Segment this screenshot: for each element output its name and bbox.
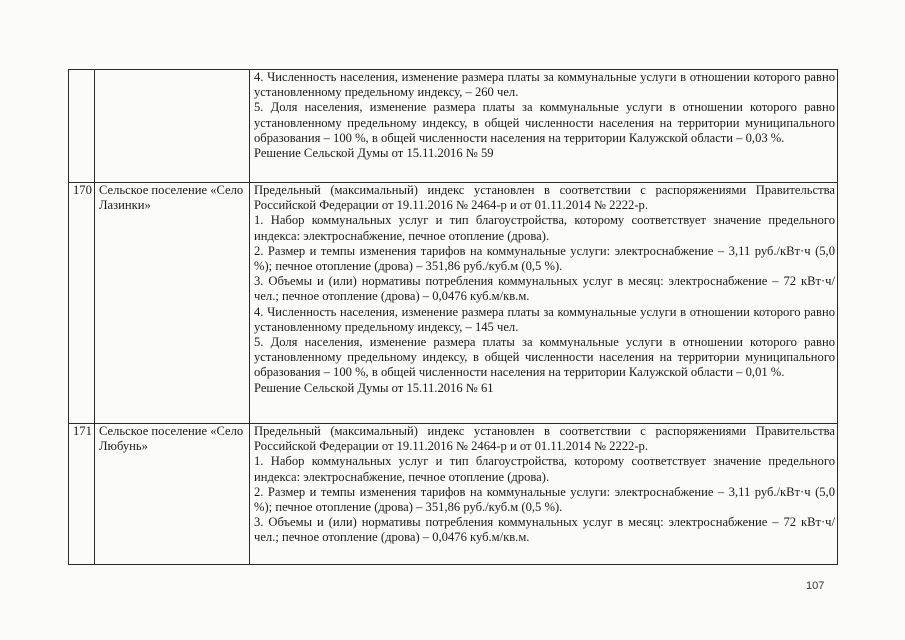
paragraph: 3. Объемы и (или) нормативы потребления коммунальных услуг в месяц: электроснабжение – 72 кВт·ч/чел.; печное отопление (дрова) – 0,0476 куб.м/кв.м. [254,274,835,304]
decision-reference: Решение Сельской Думы от 15.11.2016 № 61 [254,380,494,395]
paragraph: 1. Набор коммунальных услуг и тип благоустройства, которому соответствует значение предельного индекса: электроснабжение, печное отопление (дрова). [254,454,835,484]
paragraph: 5. Доля населения, изменение размера платы за коммунальные услуги в отношении которого равно установленному предельному индексу, в общей численности населения на территории муниципального образования – 100 %, в общей численности населения на территории Калужской области – 0,01 %. [254,335,835,380]
paragraph: 4. Численность населения, изменение размера платы за коммунальные услуги в отношении которого равно установленному предельному индексу, – 260 чел. [254,70,835,100]
paragraph: 3. Объемы и (или) нормативы потребления коммунальных услуг в месяц: электроснабжение – 72 кВт·ч/чел.; печное отопление (дрова) – 0,0476 куб.м/кв.м. [254,515,835,545]
table-row [69,70,838,183]
index-details-cell [250,70,838,183]
table-row [69,183,838,424]
paragraph: 5. Доля населения, изменение размера платы за коммунальные услуги в отношении которого равно установленному предельному индексу, в общей численности населения на территории муниципального образования – 100 %, в общей численности населения на территории Калужской области – 0,03 %. [254,100,835,145]
paragraph: 2. Размер и темпы изменения тарифов на коммунальные услуги: электроснабжение – 3,11 руб./кВт·ч (5,0 %); печное отопление (дрова) – 351,86 руб./куб.м (0,5 %). [254,484,835,515]
row-number-cell: 171 [69,424,95,565]
settlement-name-cell [95,70,250,183]
paragraph: 2. Размер и темпы изменения тарифов на коммунальные услуги: электроснабжение – 3,11 руб./кВт·ч (5,0 %); печное отопление (дрова) – 351,86 руб./куб.м (0,5 %). [254,243,835,274]
index-details-cell [250,183,838,424]
settlement-name-cell: Сельское поселение «Село Лазинки» [95,183,250,424]
paragraph: Предельный (максимальный) индекс установлен в соответствии с распоряжениями Правительства Российской Федерации от 19.11.2016 № 2464-р и от 01.11.2014 № 2222-р. [254,424,835,454]
table-row [69,424,838,565]
row-number-cell [69,70,95,183]
page-number: 107 [806,580,825,592]
settlement-name-cell: Сельское поселение «Село Любунь» [95,424,250,565]
row-number-cell: 170 [69,183,95,424]
paragraph: Предельный (максимальный) индекс установлен в соответствии с распоряжениями Правительства Российской Федерации от 19.11.2016 № 2464-р и от 01.11.2014 № 2222-р. [254,183,835,213]
paragraph: 1. Набор коммунальных услуг и тип благоустройства, которому соответствует значение предельного индекса: электроснабжение, печное отопление (дрова). [254,213,835,243]
paragraph: 4. Численность населения, изменение размера платы за коммунальные услуги в отношении которого равно установленному предельному индексу, – 145 чел. [254,304,835,334]
index-details-cell [250,424,838,565]
decision-reference: Решение Сельской Думы от 15.11.2016 № 59 [254,146,494,161]
regulation-table [68,69,838,565]
